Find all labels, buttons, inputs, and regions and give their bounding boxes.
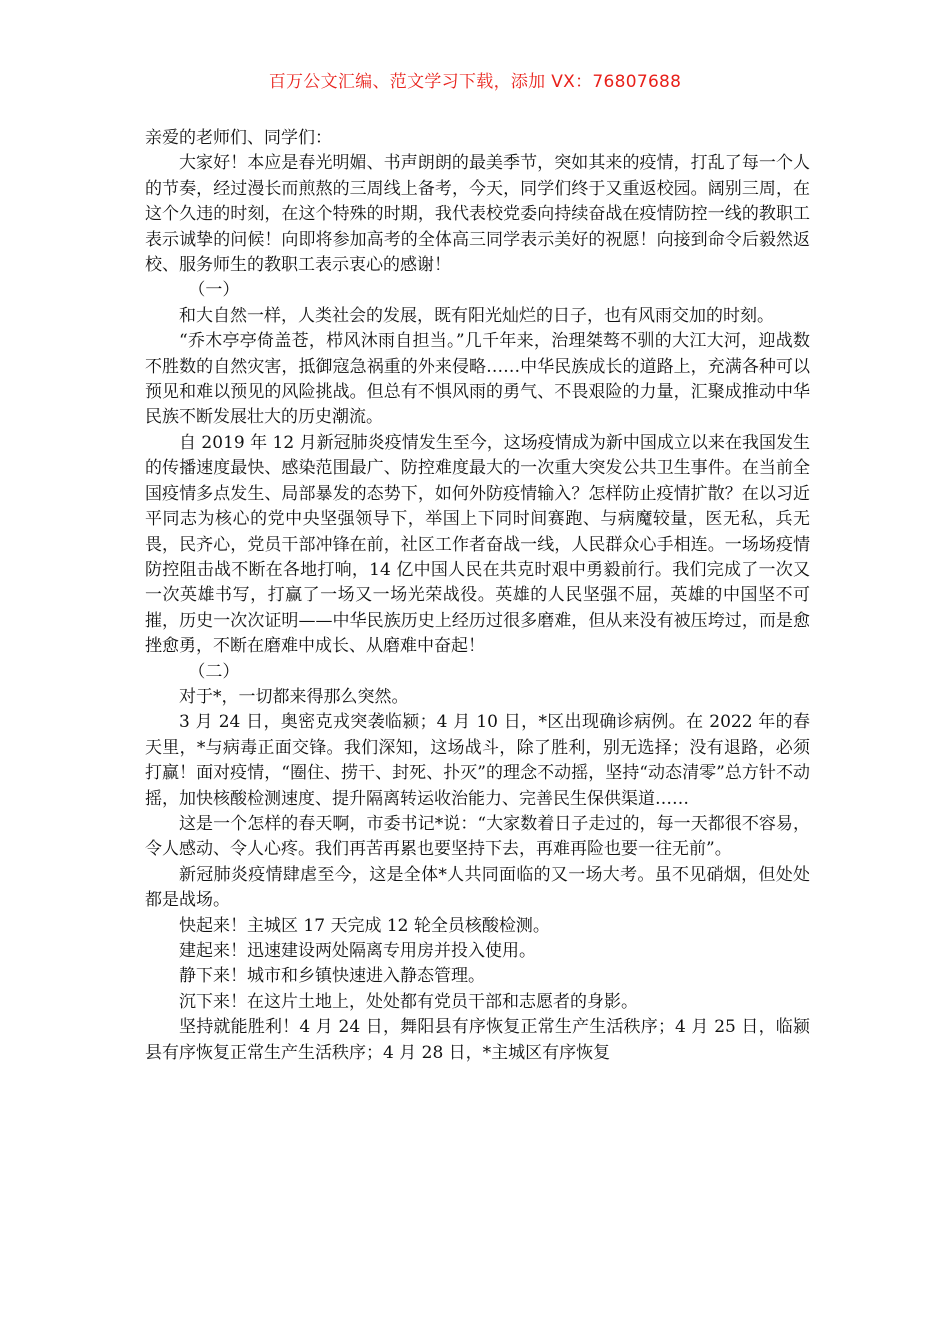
paragraph: “乔木亭亭倚盖苍，栉风沐雨自担当。”几千年来，治理桀骜不驯的大江大河，迎战数不胜数的自然灾害，抵御寇急祸重的外来侵略……中华民族成长的道路上，充满各种可以预见和难以预见的风险挑战。但总有不惧风雨的勇气、不畏艰险的力量，汇聚成推动中华民族不断发展壮大的历史潮流。 [145, 331, 810, 428]
paragraph: 快起来！主城区 17 天完成 12 轮全员核酸检测。 [179, 915, 550, 936]
paragraph: 建起来！迅速建设两处隔离专用房并投入使用。 [179, 941, 536, 961]
paragraph: 坚持就能胜利！4 月 24 日，舞阳县有序恢复正常生产生活秩序；4 月 25 日，临颍县有序恢复正常生产生活秩序；4 月 28 日，*主城区有序恢复 [145, 1017, 810, 1063]
paragraph: 自 2019 年 12 月新冠肺炎疫情发生至今，这场疫情成为新中国成立以来在我国发生的传播速度最快、感染范围最广、防控难度最大的一次重大突发公共卫生事件。在当前全国疫情多点发生、局部暴发的态势下，如何外防疫情输入？怎样防止疫情扩散？在以习近平同志为核心的党中央坚强领导下，举国上下同时间赛跑、与病魔较量，医无私，兵无畏，民齐心，党员干部冲锋在前，社区工作者奋战一线，人民群众心手相连。一场场疫情防控阻击战不断在各地打响，14 亿中国人民在共克时艰中勇毅前行。我们完成了一次又一次英雄书写，打赢了一场又一场光荣战役。英雄的人民坚强不屈，英雄的中国坚不可摧，历史一次次证明——中华民族历史上经历过很多磨难，但从来没有被压垮过，而是愈挫愈勇，不断在磨难中成长、从磨难中奋起！ [145, 432, 810, 657]
section-heading-1: （一） [188, 280, 240, 301]
paragraph: 大家好！本应是春光明媚、书声朗朗的最美季节，突如其来的疫情，打乱了每一个人的节奏，经过漫长而煎熬的三周线上备考，今天，同学们终于又重返校园。阔别三周，在这个久违的时刻，在这个特殊的时期，我代表校党委向持续奋战在疫情防控一线的教职工表示诚挚的问候！向即将参加高考的全体高三同学表示美好的祝愿！向接到命令后毅然返校、服务师生的教职工表示衷心的感谢！ [145, 153, 810, 276]
paragraph: 静下来！城市和乡镇快速进入静态管理。 [179, 966, 485, 987]
document-body [145, 126, 810, 1066]
paragraph: 3 月 24 日，奥密克戎突袭临颍；4 月 10 日，*区出现确诊病例。在 2022 年的春天里，*与病毒正面交锋。我们深知，这场战斗，除了胜利，别无选择；没有退路，必须打赢！面对疫情，“圈住、捞干、封死、扑灭”的理念不动摇，坚持“动态清零”总方针不动摇，加快核酸检测速度、提升隔离转运收治能力、完善民生保供渠道…… [145, 712, 810, 809]
paragraph: 对于*，一切都来得那么突然。 [179, 686, 409, 707]
section-heading-2: （二） [188, 661, 240, 682]
paragraph: 沉下来！在这片土地上，处处都有党员干部和志愿者的身影。 [179, 991, 638, 1012]
paragraph: 这是一个怎样的春天啊，市委书记*说：“大家数着日子走过的，每一天都很不容易，令人感动、令人心疼。我们再苦再累也要坚持下去，再难再险也要一往无前”。 [145, 813, 810, 860]
header-banner: 百万公文汇编、范文学习下载，添加 VX：76807688 [268, 72, 682, 92]
salutation: 亲爱的老师们、同学们： [145, 128, 332, 148]
paragraph: 新冠肺炎疫情肆虐至今，这是全体*人共同面临的又一场大考。虽不见硝烟，但处处都是战场。 [145, 864, 810, 911]
paragraph: 和大自然一样，人类社会的发展，既有阳光灿烂的日子，也有风雨交加的时刻。 [179, 305, 774, 326]
